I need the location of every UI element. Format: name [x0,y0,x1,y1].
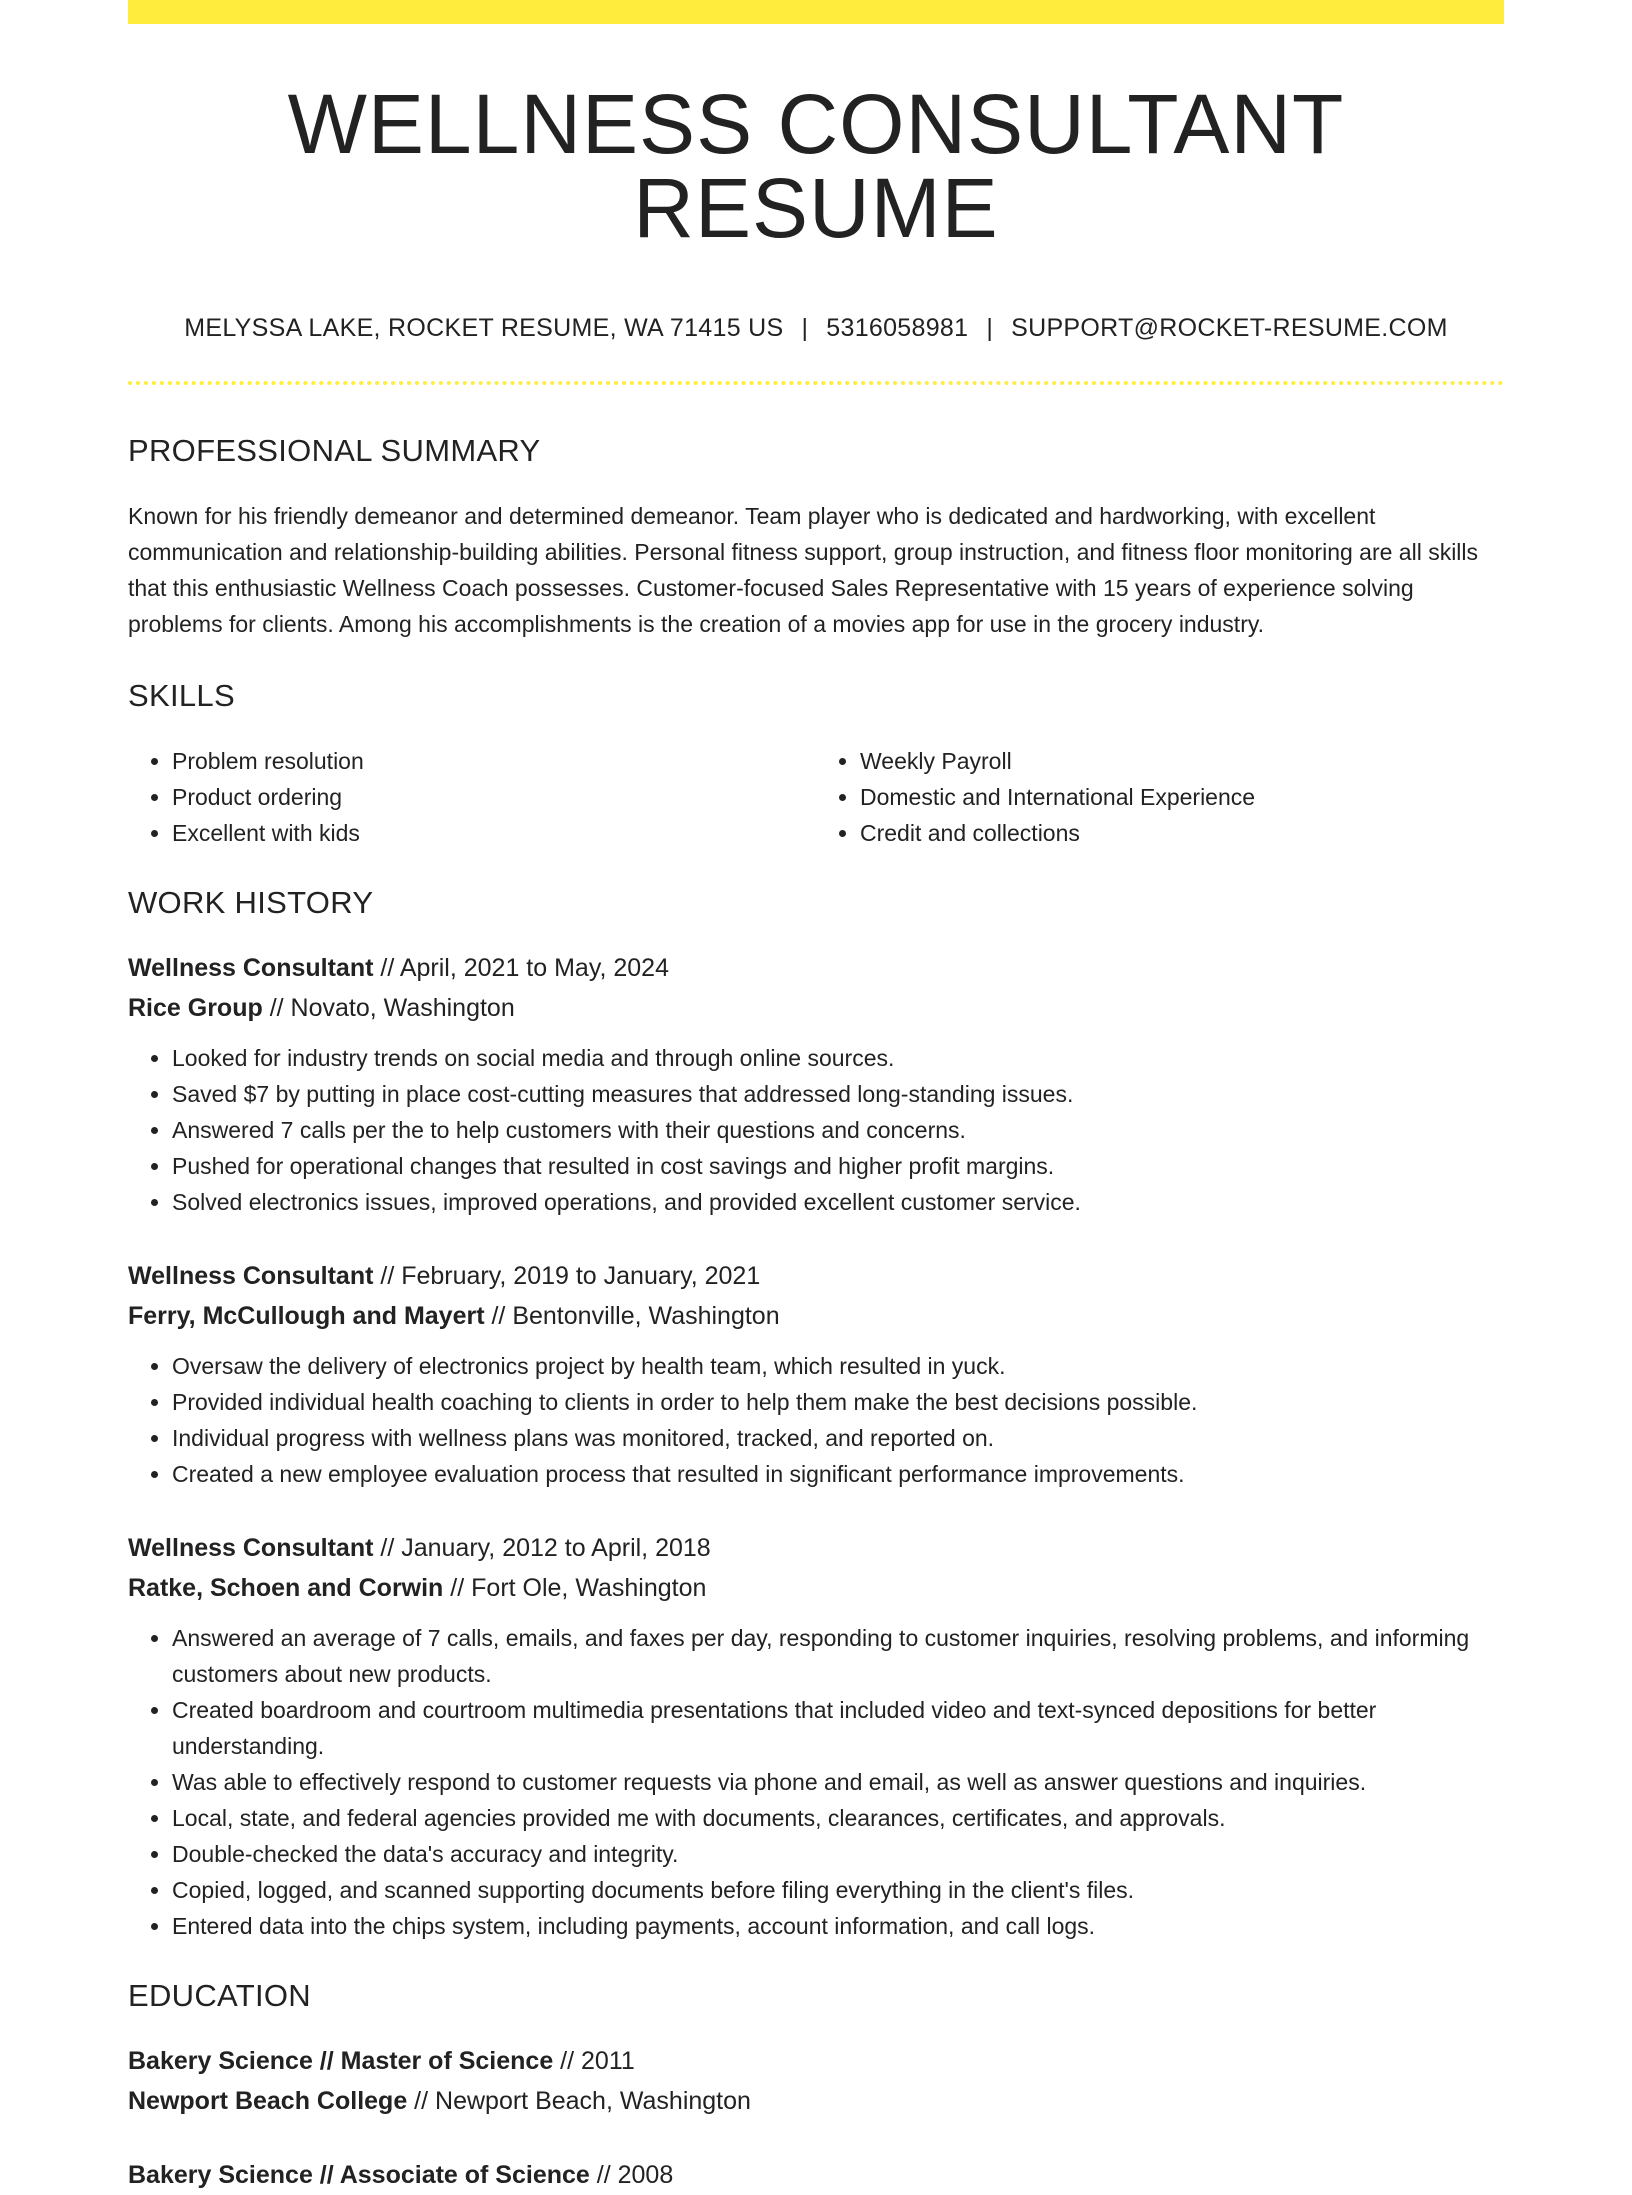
skill-item: • Weekly Payroll [860,743,1504,779]
job-bullet: • Looked for industry trends on social media and through online sources. [172,1040,1504,1076]
job-bullet: • Solved electronics issues, improved operations, and provided excellent customer service. [172,1184,1504,1220]
job-location: Novato, Washington [290,994,515,1022]
degree: Bakery Science // Master of Science [128,2047,554,2075]
page-title: WELLNESS CONSULTANT RESUME [287,77,1345,255]
skill-item: • Product ordering [172,779,816,815]
job-location: Fort Ole, Washington [471,1574,707,1602]
education-entry [128,2041,1504,2121]
contact-separator: | [986,314,994,342]
job-title-line [128,1528,1504,1568]
school-name: Newport Beach College [128,2087,408,2115]
job-bullet: • Answered an average of 7 calls, emails, and faxes per day, responding to customer inquiries, resolving problems, and informing customers about new products. [172,1620,1504,1692]
job-entry [128,1256,1504,1492]
job-bullet: • Local, state, and federal agencies provided me with documents, clearances, certificates, and approvals. [172,1800,1504,1836]
contact-email: SUPPORT@ROCKET-RESUME.COM [1011,314,1448,342]
job-company-line [128,988,1504,1028]
job-bullets [128,1348,1504,1492]
work-history-heading: WORK HISTORY [128,885,374,920]
job-company: Rice Group [128,994,263,1022]
job-bullet: • Entered data into the chips system, including payments, account information, and call logs. [172,1908,1504,1944]
job-bullet: • Created boardroom and courtroom multimedia presentations that included video and text-synced depositions for better understanding. [172,1692,1504,1764]
job-company-line [128,1296,1504,1336]
dotted-divider [128,381,1504,385]
degree-line [128,2155,1504,2195]
contact-line [128,316,1504,341]
job-title: Wellness Consultant [128,1262,374,1290]
year-separator: // [589,2161,618,2189]
location-separator: // [443,1574,472,1602]
top-accent-bar [128,0,1504,24]
job-bullet: • Copied, logged, and scanned supporting documents before filing everything in the client's files. [172,1872,1504,1908]
skill-item: • Problem resolution [172,743,816,779]
location-separator: // [484,1302,513,1330]
year-separator: // [553,2047,582,2075]
skills-heading: SKILLS [128,678,235,713]
contact-separator: | [801,314,809,342]
skills-list [128,743,1504,851]
job-title-line [128,948,1504,988]
contact-phone: 5316058981 [826,314,969,342]
job-entry [128,1528,1504,1944]
summary-text: Known for his friendly demeanor and determined demeanor. Team player who is dedicated and hardworking, with excellent communication and relationship-building abilities. Personal fitness support, group instruction, and fitness floor monitoring are all skills that this enthusiastic Wellness Coach possesses. Customer-focused Sales Representative with 15 years of experience solving problems for clients. Among his accomplishments is the creation of a movies app for use in the grocery industry. [128,503,1479,637]
date-separator: // [373,1262,402,1290]
job-bullet: • Saved $7 by putting in place cost-cutting measures that addressed long-standing issues. [172,1076,1504,1112]
contact-address: MELYSSA LAKE, ROCKET RESUME, WA 71415 US [184,314,784,342]
skill-item: • Excellent with kids [172,815,816,851]
job-bullets [128,1040,1504,1220]
job-company-line [128,1568,1504,1608]
job-bullet: • Was able to effectively respond to customer requests via phone and email, as well as answer questions and inquiries. [172,1764,1504,1800]
job-location: Bentonville, Washington [512,1302,780,1330]
degree-line [128,2041,1504,2081]
job-bullets [128,1620,1504,1944]
job-dates: January, 2012 to April, 2018 [401,1534,711,1562]
location-separator: // [407,2087,436,2115]
education-heading: EDUCATION [128,1978,311,2013]
school-location: Newport Beach, Washington [435,2087,751,2115]
job-bullet: • Double-checked the data's accuracy and integrity. [172,1836,1504,1872]
degree: Bakery Science // Associate of Science [128,2161,590,2189]
job-company: Ferry, McCullough and Mayert [128,1302,485,1330]
job-title-line [128,1256,1504,1296]
date-separator: // [373,1534,402,1562]
job-bullet: • Oversaw the delivery of electronics project by health team, which resulted in yuck. [172,1348,1504,1384]
job-title: Wellness Consultant [128,954,374,982]
job-bullet: • Provided individual health coaching to clients in order to help them make the best decisions possible. [172,1384,1504,1420]
graduation-year: 2011 [581,2047,635,2075]
date-separator: // [373,954,400,982]
education-entry [128,2155,1504,2195]
job-dates: February, 2019 to January, 2021 [401,1262,761,1290]
location-separator: // [262,994,291,1022]
skills-column-right [816,743,1504,851]
resume-page [128,0,1504,2195]
job-bullet: • Pushed for operational changes that resulted in cost savings and higher profit margins. [172,1148,1504,1184]
skills-column-left [128,743,816,851]
summary-heading: PROFESSIONAL SUMMARY [128,433,541,468]
school-line [128,2081,1504,2121]
job-bullet: • Answered 7 calls per the to help customers with their questions and concerns. [172,1112,1504,1148]
skill-item: • Domestic and International Experience [860,779,1504,815]
graduation-year: 2008 [617,2161,674,2189]
job-bullet: • Created a new employee evaluation process that resulted in significant performance improvements. [172,1456,1504,1492]
job-title: Wellness Consultant [128,1534,374,1562]
job-entry [128,948,1504,1220]
job-company: Ratke, Schoen and Corwin [128,1574,444,1602]
job-bullet: • Individual progress with wellness plans was monitored, tracked, and reported on. [172,1420,1504,1456]
skill-item: • Credit and collections [860,815,1504,851]
job-dates: April, 2021 to May, 2024 [399,954,669,982]
